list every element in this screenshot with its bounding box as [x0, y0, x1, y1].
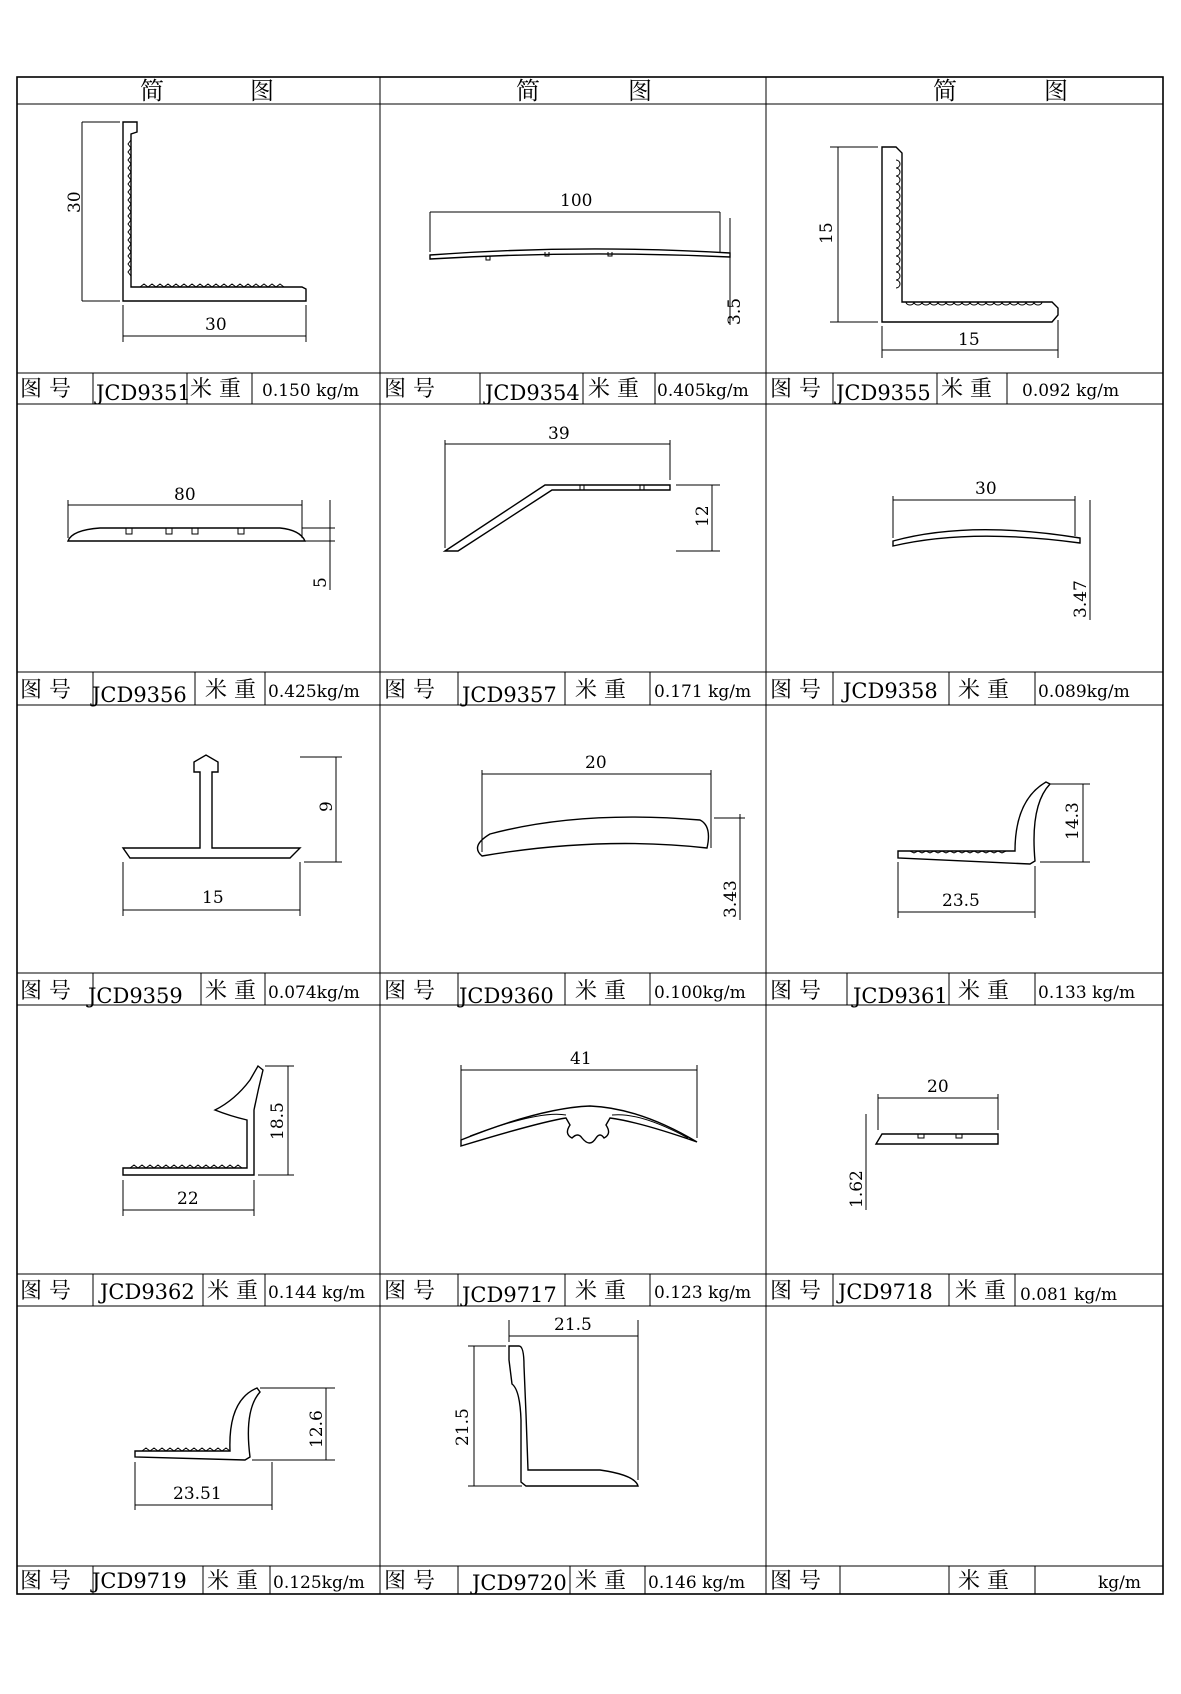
- profile-drawing: [135, 1388, 335, 1510]
- model-label: 图 号: [384, 377, 435, 402]
- dimension-label: 30: [975, 479, 997, 499]
- profile-drawing: [817, 147, 1058, 358]
- column-headers: [140, 77, 1068, 105]
- dimension-label: 21.5: [554, 1315, 592, 1335]
- dimension-label: 5: [311, 577, 331, 588]
- weight-label: 米 重: [958, 678, 1009, 703]
- dimension-label: 12: [693, 505, 713, 527]
- item-weight: 0.092 kg/m: [1022, 381, 1120, 401]
- weight-label: 米 重: [958, 979, 1009, 1004]
- item-weight: 0.074kg/m: [268, 983, 360, 1003]
- profile-drawing: [68, 485, 335, 590]
- weight-label: 米 重: [941, 377, 992, 402]
- profile-drawing: [65, 122, 306, 342]
- profile-drawing: [461, 1049, 697, 1146]
- dimension-label: 18.5: [268, 1102, 288, 1140]
- weight-label: 米 重: [575, 678, 626, 703]
- model-label: 图 号: [770, 979, 821, 1004]
- weight-label: 米 重: [205, 678, 256, 703]
- dimension-label: 30: [65, 191, 85, 213]
- item-weight: 0.100kg/m: [654, 983, 746, 1003]
- dimension-label: 20: [585, 753, 607, 773]
- dimension-label: 15: [958, 330, 980, 350]
- item-weight: 0.171 kg/m: [654, 682, 752, 702]
- model-label: 图 号: [770, 377, 821, 402]
- item-code: JCD9351: [96, 381, 191, 405]
- profile-drawing: [123, 1066, 294, 1216]
- dimension-label: 41: [570, 1049, 592, 1069]
- dimension-label: 3.5: [725, 297, 745, 325]
- header-3-left: 简: [933, 77, 957, 105]
- weight-label: 米 重: [955, 1279, 1006, 1304]
- dimension-label: 12.6: [307, 1410, 327, 1448]
- item-weight: kg/m: [1098, 1573, 1142, 1593]
- label-rows: [20, 377, 1141, 1595]
- dimension-label: 14.3: [1063, 802, 1083, 840]
- item-code: JCD9356: [92, 683, 187, 707]
- item-code: JCD9354: [485, 381, 580, 405]
- model-label: 图 号: [20, 377, 71, 402]
- item-code: JCD9362: [100, 1280, 195, 1304]
- dimension-label: 20: [927, 1077, 949, 1097]
- item-code: JCD9360: [459, 984, 554, 1008]
- profile-drawing: [123, 755, 342, 916]
- item-code: JCD9359: [88, 984, 183, 1008]
- item-code: JCD9355: [836, 381, 931, 405]
- profile-drawing: [478, 753, 746, 920]
- profile-drawing: [445, 424, 720, 551]
- dimension-label: 21.5: [453, 1408, 473, 1446]
- dimension-label: 80: [174, 485, 196, 505]
- item-weight: 0.405kg/m: [657, 381, 749, 401]
- item-code: JCD9717: [462, 1283, 557, 1307]
- dimension-label: 1.62: [847, 1170, 867, 1208]
- header-2-left: 简: [516, 77, 540, 105]
- weight-label: 米 重: [207, 1569, 258, 1594]
- weight-label: 米 重: [190, 377, 241, 402]
- weight-label: 米 重: [575, 979, 626, 1004]
- dimension-label: 3.47: [1071, 580, 1091, 618]
- item-code: JCD9357: [462, 683, 557, 707]
- dimension-label: 3.43: [721, 880, 741, 918]
- item-code: JCD9720: [472, 1571, 567, 1595]
- dimension-label: 39: [548, 424, 570, 444]
- profile-drawing: [893, 479, 1091, 620]
- item-weight: 0.425kg/m: [268, 682, 360, 702]
- header-3-right: 图: [1044, 77, 1068, 105]
- weight-label: 米 重: [207, 1279, 258, 1304]
- dimension-label: 100: [560, 191, 593, 211]
- item-weight: 0.133 kg/m: [1038, 983, 1136, 1003]
- model-label: 图 号: [20, 1569, 71, 1594]
- model-label: 图 号: [20, 979, 71, 1004]
- dimension-label: 15: [817, 222, 837, 244]
- dimension-label: 23.5: [942, 891, 980, 911]
- item-code: JCD9361: [853, 984, 948, 1008]
- weight-label: 米 重: [588, 377, 639, 402]
- item-weight: 0.146 kg/m: [648, 1573, 746, 1593]
- item-weight: 0.123 kg/m: [654, 1283, 752, 1303]
- dimension-label: 30: [205, 315, 227, 335]
- dimension-label: 9: [317, 801, 337, 812]
- header-1-right: 图: [250, 77, 274, 105]
- header-1-left: 简: [140, 77, 164, 105]
- item-code: JCD9358: [843, 679, 938, 703]
- profile-drawing: [898, 782, 1090, 918]
- item-weight: 0.081 kg/m: [1020, 1285, 1118, 1305]
- profile-drawing: [847, 1077, 998, 1210]
- dimension-label: 23.51: [173, 1484, 222, 1504]
- weight-label: 米 重: [575, 1279, 626, 1304]
- model-label: 图 号: [770, 678, 821, 703]
- item-weight: 0.150 kg/m: [262, 381, 360, 401]
- weight-label: 米 重: [575, 1569, 626, 1594]
- model-label: 图 号: [20, 1279, 71, 1304]
- weight-label: 米 重: [205, 979, 256, 1004]
- item-weight: 0.125kg/m: [273, 1573, 365, 1593]
- item-code: JCD9719: [92, 1569, 187, 1593]
- item-weight: 0.089kg/m: [1038, 682, 1130, 702]
- dimension-label: 22: [177, 1189, 199, 1209]
- weight-label: 米 重: [958, 1569, 1009, 1594]
- item-weight: 0.144 kg/m: [268, 1283, 366, 1303]
- header-2-right: 图: [628, 77, 652, 105]
- model-label: 图 号: [384, 678, 435, 703]
- model-label: 图 号: [384, 1569, 435, 1594]
- model-label: 图 号: [770, 1569, 821, 1594]
- model-label: 图 号: [384, 1279, 435, 1304]
- profile-drawing: [430, 191, 745, 325]
- dimension-label: 15: [202, 888, 224, 908]
- model-label: 图 号: [770, 1279, 821, 1304]
- item-code: JCD9718: [838, 1280, 933, 1304]
- model-label: 图 号: [384, 979, 435, 1004]
- model-label: 图 号: [20, 678, 71, 703]
- profile-drawing: [453, 1315, 638, 1486]
